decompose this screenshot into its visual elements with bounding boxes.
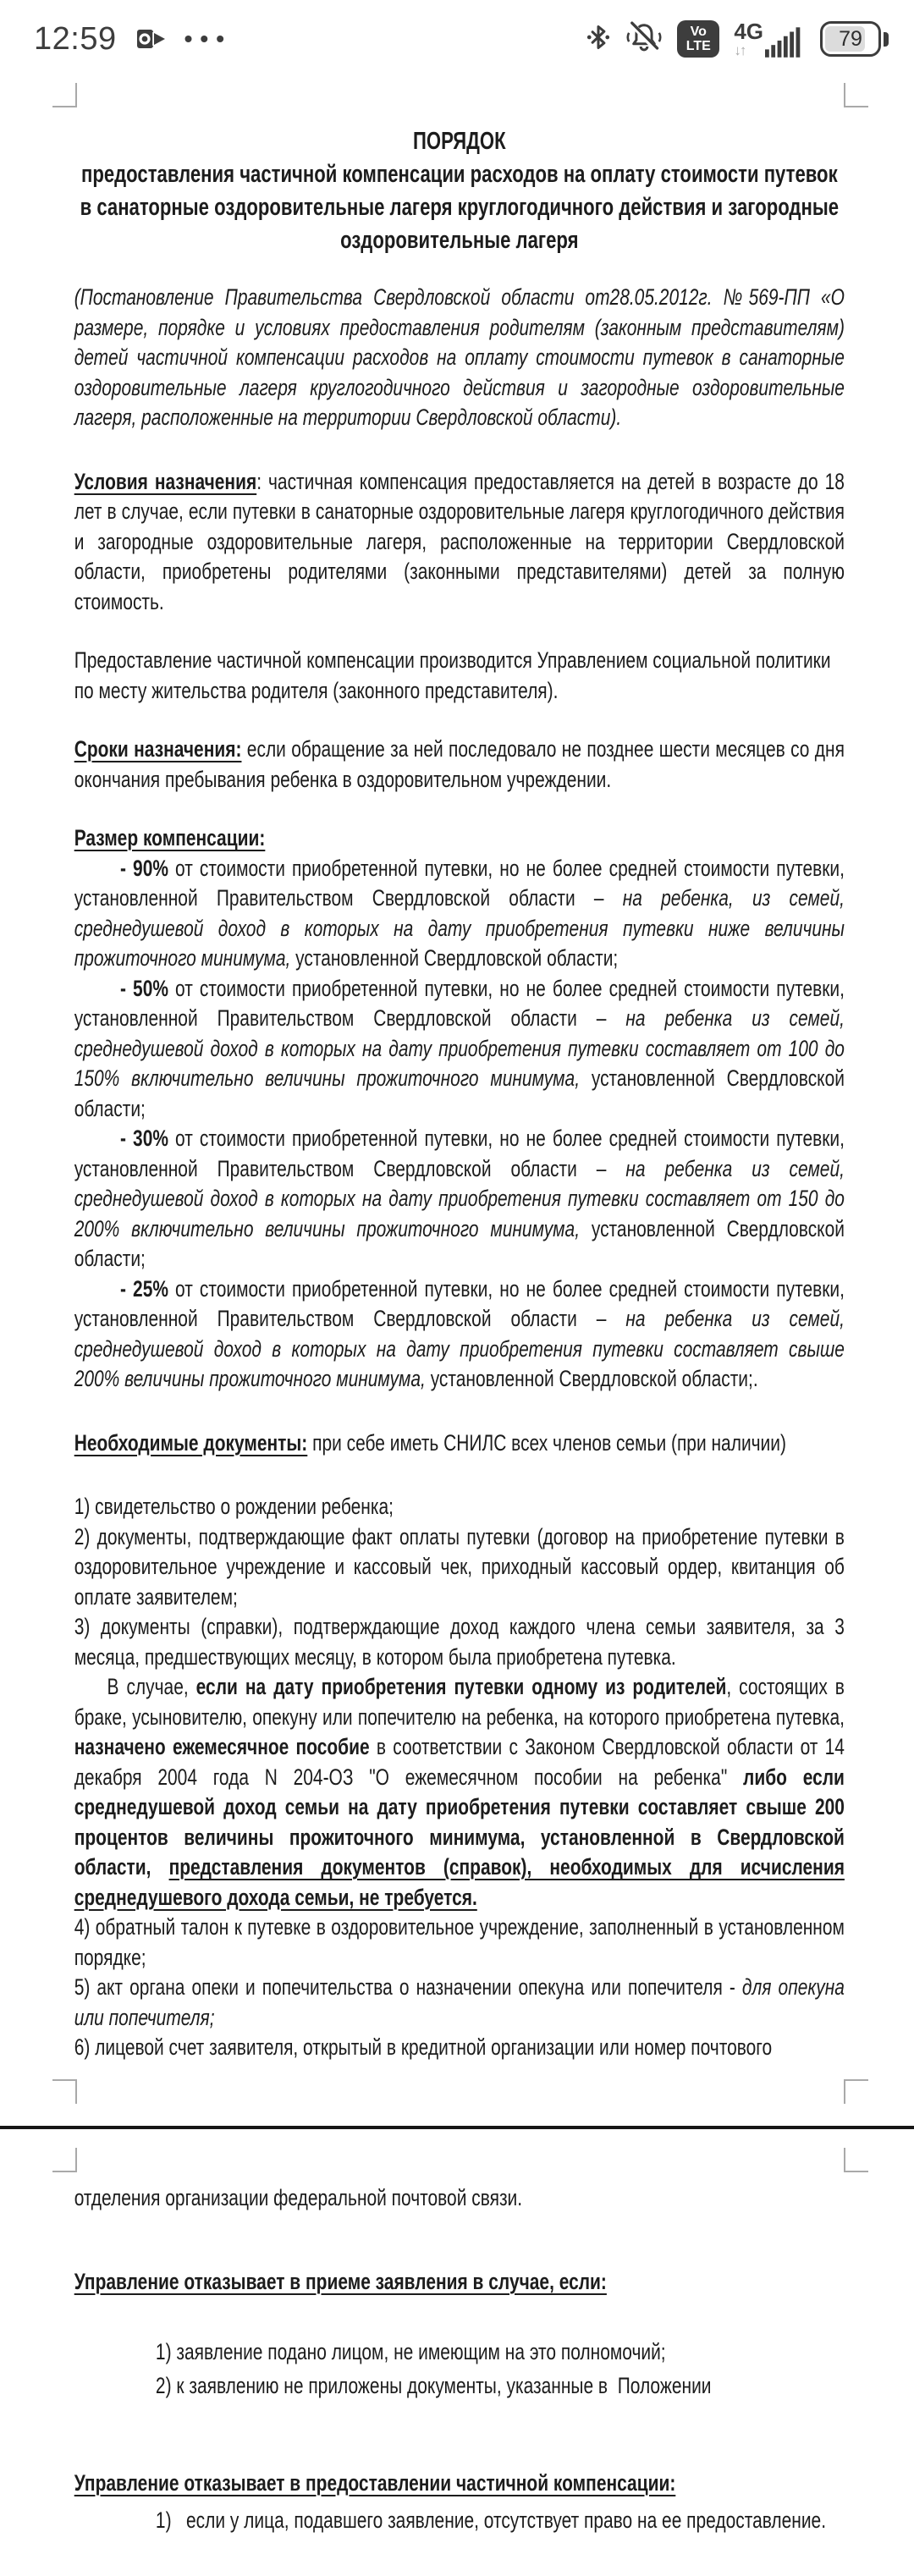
required-documents-heading: Необходимые документы: (74, 1430, 308, 1456)
refusal-acceptance-item-2: 2) к заявлению не приложены документы, указанные в Положении (156, 2369, 845, 2403)
refusal-compensation-item-1: 1) если у лица, подавшего заявление, отсутствует право на ее предоставление. (156, 2503, 845, 2537)
network-type: 4G ↓↑ (734, 20, 763, 58)
crop-mark-bottom-right (844, 2079, 868, 2104)
document-viewer[interactable] (0, 78, 914, 2576)
case-note-paragraph: В случае, если на дату приобретения путевки одному из родителей, состоящих в браке, усыновителю, опекуну или попечителю на ребенка, на которого приобретена путевка, назначено ежемесячное пособие в соответствии с Законом Свердловской области от 14 декабря 2004 года N 204-ОЗ "О ежемесячном пособии на ребенка" либо если среднедушевой доход семьи на дату приобретения путевки составляет свыше 200 процентов величины прожиточного минимума, установленной в Свердловской области, представления документов (справок), необходимых для исчисления среднедушевого дохода семьи, не требуется. (74, 1672, 845, 1913)
document-item-2: 2) документы, подтверждающие факт оплаты путевки (договор на приобретение путевки в оздоровительное учреждение и кассовый чек, приходный кассовый ордер, квитанция об оплате заявителем; (74, 1522, 845, 1613)
battery-percent: 79 (839, 27, 862, 52)
data-activity-arrows: ↓↑ (734, 43, 745, 58)
battery-cap (884, 32, 889, 47)
provision-paragraph: Предоставление частичной компенсации производится Управлением социальной политики по месту жительства родителя (законного представителя). (74, 646, 845, 706)
refusal-acceptance-heading: Управление отказывает в приеме заявления в случае, если: (74, 2267, 845, 2298)
required-documents-line: Необходимые документы: при себе иметь СНИЛС всех членов семьи (при наличии) (74, 1428, 845, 1459)
rate-item-30: - 30% от стоимости приобретенной путевки, но не более средней стоимости путевки, установленной Правительством Свердловской области – на ребенка из семей, среднедушевой доход в которых на дату приобретения путевки составляет от 150 до 200% включительно величины прожиточного минимума, установленной Свердловской области; (74, 1124, 845, 1274)
crop-mark-bottom-left (52, 2079, 77, 2104)
volte-line2: LTE (686, 39, 711, 53)
document-item-3: 3) документы (справки), подтверждающие доход каждого члена семьи заявителя, за 3 месяца, предшествующих месяцу, в котором была приобретена путевка. (74, 1612, 845, 1672)
page-2-content (0, 2129, 914, 2576)
document-item-5: 5) акт органа опеки и попечительства о назначении опекуна или попечителя - для опекуна или попечителя; (74, 1973, 845, 2033)
conditions-paragraph: Условия назначения: частичная компенсация предоставляется на детей в возрасте до 18 лет в случае, если путевки в санаторные оздоровительные лагеря круглогодичного действия и загородные оздоровительные лагеря, расположенные на территории Свердловской области, приобретены родителями (законными представителями) детей за полную стоимость. (74, 467, 845, 618)
document-page-2 (0, 2129, 914, 2576)
document-page-1 (0, 78, 914, 2126)
page-title: ПОРЯДОК предоставления частичной компенсации расходов на оплату стоимости путевок в санаторные оздоровительные лагеря круглогодичного действия и загородные оздоровительные лагеря (74, 125, 845, 257)
refusal-acceptance-item-1: 1) заявление подано лицом, не имеющим на это полномочий; (156, 2335, 845, 2369)
bluetooth-icon (586, 22, 611, 57)
volte-line1: Vo (691, 25, 707, 39)
battery-body (820, 21, 881, 57)
continuation-paragraph: отделения организации федеральной почтовой связи. (74, 2183, 845, 2214)
conditions-heading: Условия назначения (74, 469, 257, 494)
clock: 12:59 (34, 21, 117, 58)
terms-heading: Сроки назначения: (74, 736, 242, 762)
status-bar (0, 0, 914, 78)
document-item-4: 4) обратный талон к путевке в оздоровительное учреждение, заполненный в установленном порядке; (74, 1913, 845, 1973)
volte-badge (677, 20, 719, 58)
refusal-compensation-heading: Управление отказывает в предоставлении частичной компенсации: (74, 2469, 845, 2499)
status-bar-left (34, 21, 232, 58)
document-item-1: 1) свидетельство о рождении ребенка; (74, 1492, 845, 1522)
decree-paragraph: (Постановление Правительства Свердловской области от28.05.2012г. №569-ПП «О размере, порядке и условиях предоставления родителям (законным представителям) детей частичной компенсации расходов на оплату стоимости путевок в санаторные оздоровительные лагеря круглогодичного действия и загородные оздоровительные лагеря, расположенные на территории Свердловской области). (74, 283, 845, 433)
signal-bars-icon (765, 25, 806, 58)
terms-paragraph: Сроки назначения: если обращение за ней последовало не позднее шести месяцев со дня окончания пребывания ребенка в оздоровительном учреждении. (74, 735, 845, 795)
more-notifications-dots: ••• (184, 25, 232, 52)
battery-indicator (820, 21, 889, 57)
rate-item-90: - 90% от стоимости приобретенной путевки, но не более средней стоимости путевки, установленной Правительством Свердловской области – на ребенка, из семей, среднедушевой доход в которых на дату приобретения путевки ниже величины прожиточного минимума, установленной Свердловской области; (74, 854, 845, 974)
compensation-size-heading: Размер компенсации: (74, 823, 845, 854)
outlook-app-icon (135, 25, 166, 53)
page-1-content (0, 78, 914, 2126)
status-bar-right (586, 20, 889, 58)
document-item-6: 6) лицевой счет заявителя, открытый в кредитной организации или номер почтового (74, 2033, 845, 2063)
mute-bell-icon (625, 20, 663, 58)
rate-item-50: - 50% от стоимости приобретенной путевки, но не более средней стоимости путевки, установленной Правительством Свердловской области – на ребенка из семей, среднедушевой доход в которых на дату приобретения путевки составляет от 100 до 150% включительно величины прожиточного минимума, установленной Свердловской области; (74, 974, 845, 1125)
rate-item-25: - 25% от стоимости приобретенной путевки, но не более средней стоимости путевки, установленной Правительством Свердловской области – на ребенка из семей, среднедушевой доход в которых на дату приобретения путевки составляет свыше 200% величины прожиточного минимума, установленной Свердловской области;. (74, 1274, 845, 1395)
network-4g-signal-icon (734, 20, 806, 58)
